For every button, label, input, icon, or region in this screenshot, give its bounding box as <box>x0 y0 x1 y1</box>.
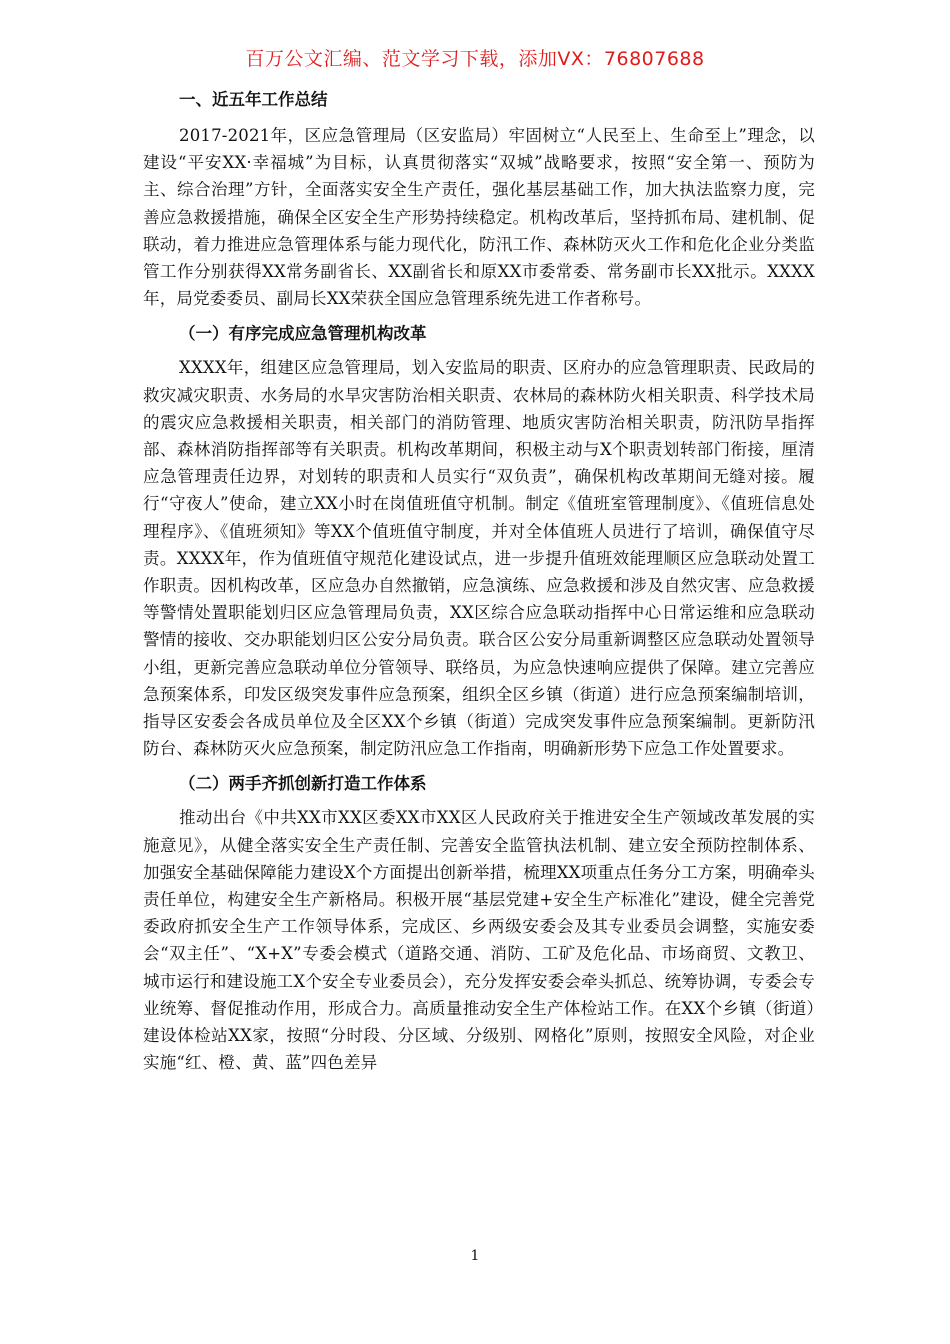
subsection-paragraph-1: XXXX年，组建区应急管理局，划入安监局的职责、区府办的应急管理职责、民政局的救灾减灾职责、水务局的水旱灾害防治相关职责、农林局的森林防火相关职责、科学技术局的震灾应急救援相关职责，相关部门的消防管理、地质灾害防治相关职责，防汛防旱指挥部、森林消防指挥部等有关职责。机构改革期间，积极主动与X个职责划转部门衔接，厘清应急管理责任边界，对划转的职责和人员实行“双负责”，确保机构改革期间无缝对接。履行“守夜人”使命，建立XX小时在岗值班值守机制。制定《值班室管理制度》、《值班信息处理程序》、《值班须知》等XX个值班值守制度，并对全体值班人员进行了培训，确保值守尽责。XXXX年，作为值班值守规范化建设试点，进一步提升值班效能理顺区应急联动处置工作职责。因机构改革，区应急办自然撤销，应急演练、应急救援和涉及自然灾害、应急救援等警情处置职能划归区应急管理局负责，XX区综合应急联动指挥中心日常运维和应急联动警情的接收、交办职能划归区公安分局负责。联合区公安分局重新调整区应急联动处置领导小组，更新完善应急联动单位分管领导、联络员，为应急快速响应提供了保障。建立完善应急预案体系，印发区级突发事件应急预案，组织全区乡镇（街道）进行应急预案编制培训，指导区安委会各成员单位及全区XX个乡镇（街道）完成突发事件应急预案编制。更新防汛防台、森林防灭火应急预案，制定防汛应急工作指南，明确新形势下应急工作处置要求。 <box>143 358 815 759</box>
subsection-heading-1: （一）有序完成应急管理机构改革 <box>179 324 427 344</box>
page-number: 1 <box>470 1248 480 1264</box>
section-heading: 一、近五年工作总结 <box>179 90 328 109</box>
document-body <box>143 86 815 1085</box>
watermark-banner: 百万公文汇编、范文学习下载，添加VX：76807688 <box>245 48 705 70</box>
subsection-paragraph-2: 推动出台《中共XX市XX区委XX市XX区人民政府关于推进安全生产领域改革发展的实施意见》，从健全落实安全生产责任制、完善安全监管执法机制、建立安全预防控制体系、加强安全基础保障能力建设X个方面提出创新举措，梳理XX项重点任务分工方案，明确牵头责任单位，构建安全生产新格局。积极开展“基层党建+安全生产标准化”建设，健全完善党委政府抓安全生产工作领导体系，完成区、乡两级安委会及其专业委员会调整，实施安委会“双主任”、“X+X”专委会模式（道路交通、消防、工矿及危化品、市场商贸、文教卫、城市运行和建设施工X个安全专业委员会），充分发挥安委会牵头抓总、统筹协调，专委会专业统筹、督促推动作用，形成合力。高质量推动安全生产体检站工作。在XX个乡镇（街道）建设体检站XX家，按照“分时段、分区域、分级别、网格化”原则，按照安全风险，对企业实施“红、橙、黄、蓝”四色差异 <box>143 808 815 1073</box>
subsection-heading-2: （二）两手齐抓创新打造工作体系 <box>179 774 427 794</box>
section-paragraph: 2017-2021年，区应急管理局（区安监局）牢固树立“人民至上、生命至上”理念，以建设“平安XX·幸福城”为目标，认真贯彻落实“双城”战略要求，按照“安全第一、预防为主、综合治理”方针，全面落实安全生产责任，强化基层基础工作，加大执法监察力度，完善应急救援措施，确保全区安全生产形势持续稳定。机构改革后，坚持抓布局、建机制、促联动，着力推进应急管理体系与能力现代化，防汛工作、森林防灭火工作和危化企业分类监管工作分别获得XX常务副省长、XX副省长和原XX市委常委、常务副市长XX批示。XXXX年，局党委委员、副局长XX荣获全国应急管理系统先进工作者称号。 <box>143 126 815 309</box>
